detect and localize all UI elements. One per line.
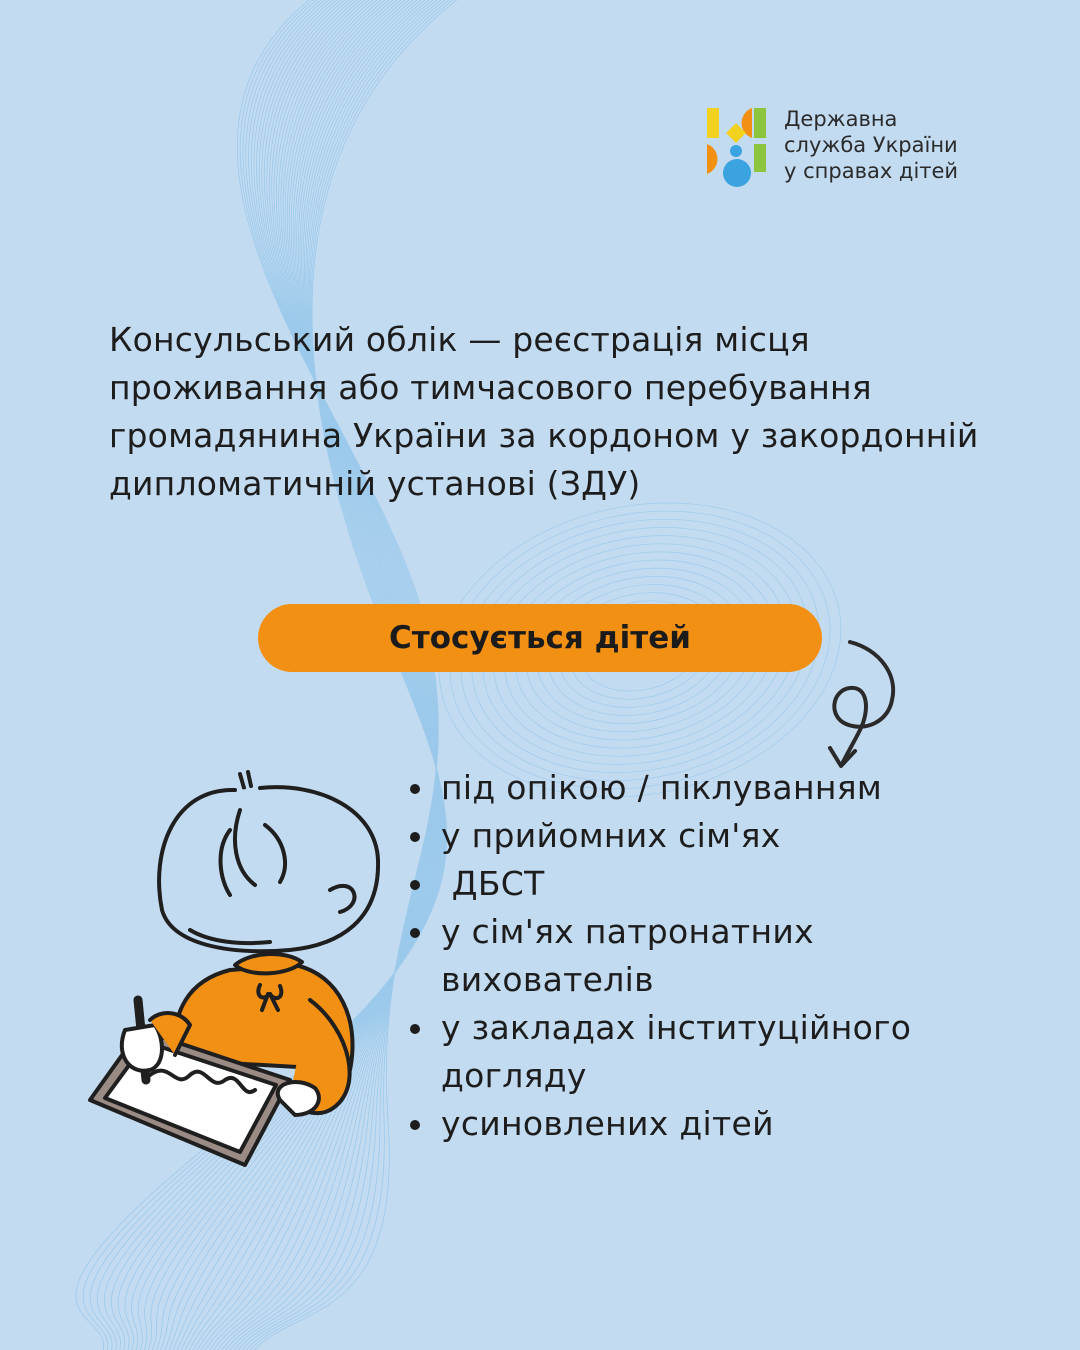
logo-line-3: у справах дітей	[784, 159, 959, 183]
curly-arrow-icon	[810, 630, 910, 780]
child-writing-illustration	[80, 770, 380, 1180]
list-item: у прийомних сім'ях	[408, 812, 1048, 860]
list-item: під опікою / піклуванням	[408, 764, 1048, 812]
list-item: ДБСТ	[408, 860, 1048, 908]
badge-label: Стосується дітей	[389, 620, 691, 656]
logo-line-1: Державна	[784, 107, 898, 131]
logo	[706, 104, 986, 194]
logo-line-2: служба України	[784, 133, 958, 157]
headline: Консульський облік — реєстрація місця проживання або тимчасового перебування громадянина України за кордоном у закордонній дипломатичній установі (ЗДУ)	[109, 320, 979, 503]
list-item: усиновлених дітей	[408, 1100, 1048, 1148]
logo-text	[784, 106, 958, 184]
logo-mark-icon	[706, 104, 770, 188]
list-item: у закладах інституційного догляду	[408, 1004, 1001, 1100]
children-categories-list	[408, 764, 1048, 1148]
list-item: у сім'ях патронатних вихователів	[408, 908, 911, 1004]
relates-to-children-badge	[258, 604, 822, 672]
